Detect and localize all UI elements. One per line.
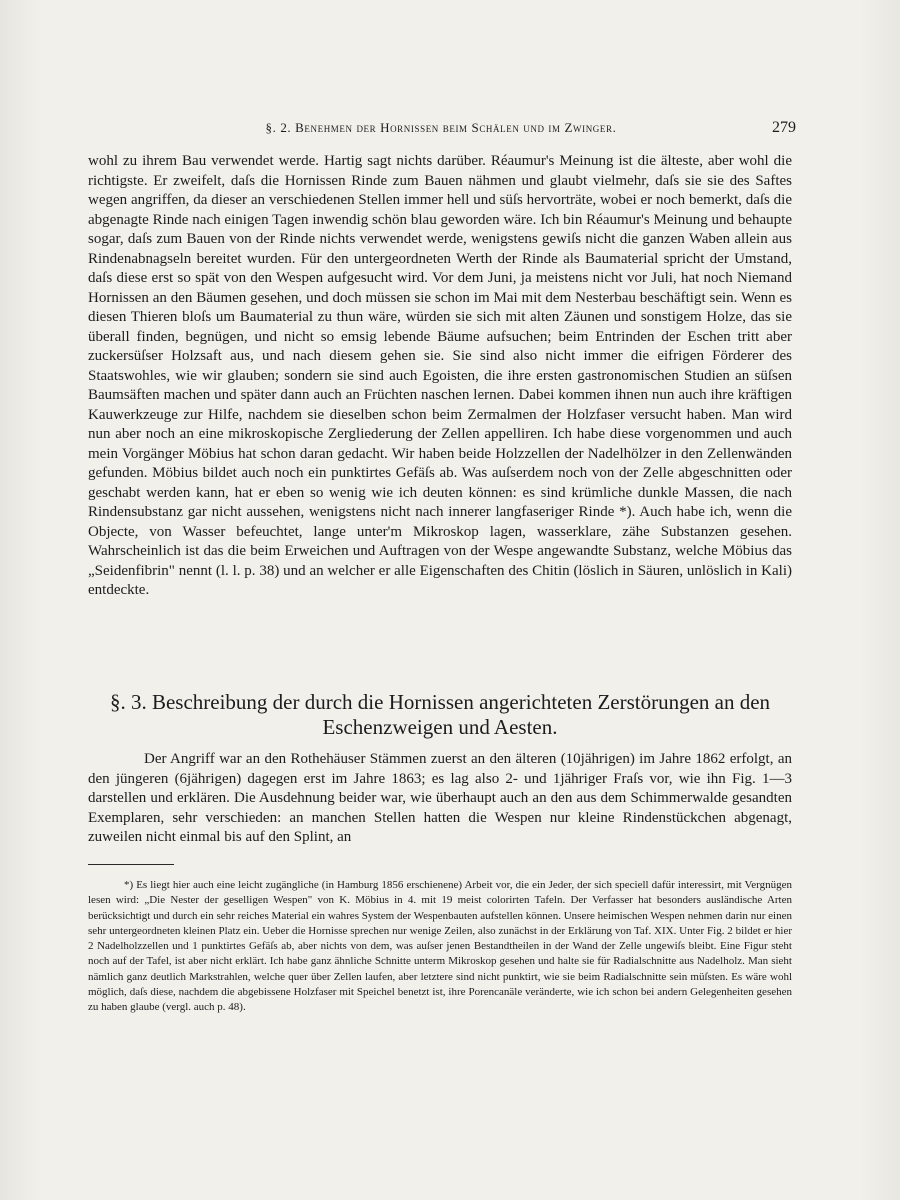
section-heading: §. 3. Beschreibung der durch die Hornissen angerichteten Zerstörungen an den Eschenzweigen und Aesten. <box>109 690 771 739</box>
footnote <box>88 878 792 1016</box>
main-text-block <box>88 152 792 601</box>
running-head <box>86 120 796 142</box>
section-paragraph: Der Angriff war an den Rothehäuser Stämmen zuerst an den älteren (10jährigen) im Jahre 1862 erfolgt, an den jüngeren (6jährigen) dagegen erst im Jahre 1863; es lag also 2- und 1jähriger Fraſs vor, wie ihn Fig. 1—3 darstellen und erklären. Die Ausdehnung beider war, wie überhaupt auch an den aus dem Schimmerwalde gesandten Exemplaren, sehr verschieden: an manchen Stellen hatten die Wespen nur kleine Rindenstückchen abgenagt, zuweilen nicht einmal bis auf den Splint, an <box>88 751 792 845</box>
running-title: §. 2. Benehmen der Hornissen beim Schälen und im Zwinger. <box>265 120 617 135</box>
page-number: 279 <box>772 119 796 136</box>
footnote-text: *) Es liegt hier auch eine leicht zugängliche (in Hamburg 1856 erschienene) Arbeit vor, die ein Jeder, der sich speciell dafür interessirt, mit Vergnügen lesen wird: „Die Nester der geselligen Wespen" von K. Möbius in 4. mit 19 meist colorirten Tafeln. Der Verfasser hat besonders ausländische Arten berücksichtigt und durch ein sehr reiches Material ein wahres System der Wespenbauten aufstellen können. Unsere heimischen Wespen nehmen darin nur einen sehr untergeordneten kleinen Platz ein. Ueber die Hornisse sprechen nur wenige Zeilen, also zunächst in der Erklärung von Taf. XIX. Unter Fig. 2 bildet er hier 2 Nadelholzzellen und 1 punktirtes Gefäſs ab, aber nichts von dem, was auſser jenen Bestandtheilen in der Wand der Zelle ungewiſs bleibt. Eine Figur steht noch auf der Tafel, ist aber nicht erklärt. Ich habe ganz ähnliche Schnitte unterm Mikroskop gesehen und halte sie für Radialschnitte aus Nadelholz. Man sieht nämlich ganz deutlich Markstrahlen, welche quer über Zellen laufen, aber letztere sind nicht punktirt, wie sie beim Radialschnitte sein müſsten. Es wäre wohl möglich, daſs diese, nachdem die abgebissene Holzfaser mit Speichel benetzt ist, ihre Porencanäle veränderte, wie ich schon bei andern Gelegenheiten gesehen zu haben glaube (vergl. auch p. 48). <box>88 879 792 1014</box>
main-paragraph: wohl zu ihrem Bau verwendet werde. Hartig sagt nichts darüber. Réaumur's Meinung ist die älteste, aber wohl die richtigste. Er zweifelt, daſs die Hornissen Rinde zum Bauen nähmen und glaubt vielmehr, daſs sie sie des Saftes wegen angriffen, da dieser an verschiedenen Stellen immer hell und süſs hervorträte, wobei er noch bemerkt, daſs die abgenagte Rinde nach einigen Tagen inwendig schön blau geworden wäre. Ich bin Réaumur's Meinung und behaupte sogar, daſs zum Bauen von der Rinde nichts verwendet werde, wenigstens gewiſs nicht die ganzen Waben allein aus Rindenabnagseln bereitet wurden. Für den untergeordneten Werth der Rinde als Baumaterial spricht der Umstand, daſs diese erst so spät von den Wespen aufgesucht wird. Vor dem Juni, ja meistens nicht vor Juli, hat noch Niemand Hornissen an den Bäumen gesehen, und doch müssen sie schon im Mai mit dem Nesterbau beschäftigt sein. Wenn es diesen Thieren bloſs um Baumaterial zu thun wäre, würden sie sich mit alten Zäunen und sonstigem Holze, das sie überall finden, begnügen, und nicht so emsig lebende Bäume aufsuchen; beim Entrinden der Eschen tritt aber zuckersüſser Holzsaft aus, und nach diesem gehen sie. Sie sind also nicht immer die eifrigen Förderer des Staatswohles, wie wir glauben; sondern sie sind auch Egoisten, die ihre ersten gastronomischen Studien an süſsen Baumsäften machen und später dann auch an Früchten naschen lernen. Dabei kommen ihnen nun auch ihre kräftigen Kauwerkzeuge zur Hilfe, nachdem sie dieselben schon beim Zermalmen der Holzfaser versucht haben. Man wird nun aber noch an eine mikroskopische Zergliederung der Zellen appelliren. Ich habe diese vorgenommen und auch mein Vorgänger Möbius hat schon daran gedacht. Wir haben beide Holzzellen der Nadelhölzer in den Zellenwänden gefunden. Möbius bildet auch noch ein punktirtes Gefäſs ab. Was auſserdem noch von der Zelle abgeschnitten oder geschabt werden kann, hat er eben so wenig wie ich deuten können: es sind krümliche dunkle Massen, die nach Rindensubstanz gar nicht aussehen, wenigstens nicht nach innerer langfaseriger Rinde *). Auch habe ich, wenn die Objecte, von Wasser befeuchtet, lange unter'm Mikroskop lagen, wasserklare, zähe Substanzen gesehen. Wahrscheinlich ist das die beim Erweichen und Auftragen von der Wespe angewandte Substanz, welche Möbius das „Seidenfibrin" nennt (l. l. p. 38) und an welcher er alle Eigenschaften des Chitin (löslich in Säuren, unlöslich in Kali) entdeckte. <box>88 153 792 598</box>
section-text-block <box>88 750 792 848</box>
footnote-divider <box>88 864 174 865</box>
